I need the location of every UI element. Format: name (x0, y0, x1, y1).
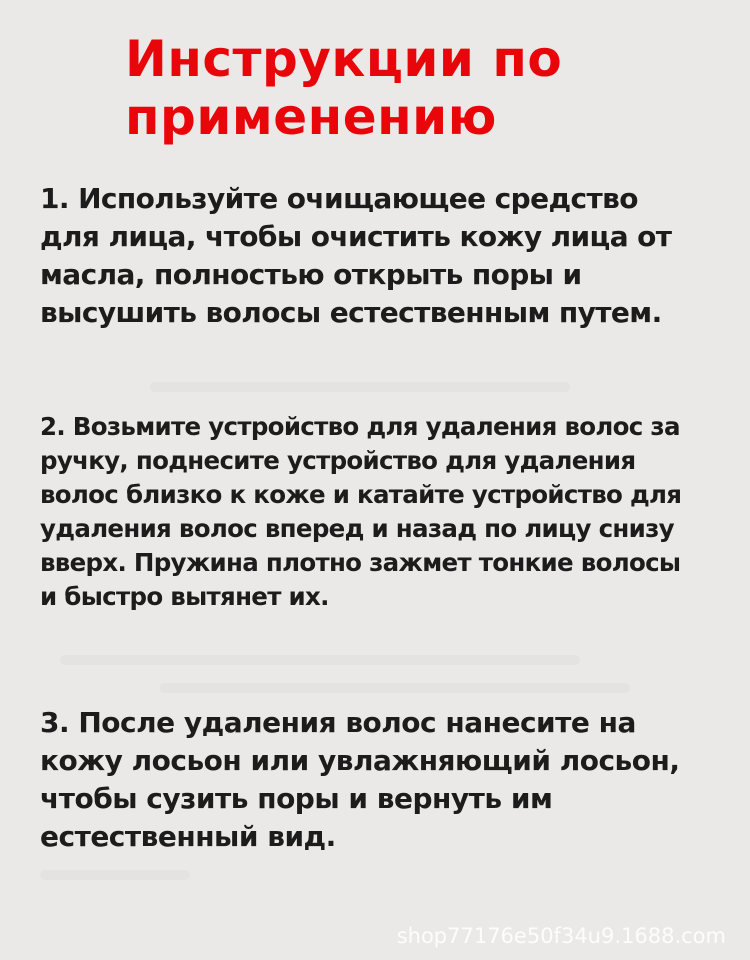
shop-watermark: shop77176e50f34u9.1688.com (396, 924, 726, 948)
instruction-step-2: 2. Возьмите устройство для удаления волос за ручку, поднесите устройство для удаления волос близко к коже и катайте устройство для удаления волос вперед и назад по лицу снизу вверх. Пружина плотно зажмет тонкие волосы и быстро вытянет их. (40, 412, 682, 611)
background-smudge (40, 870, 190, 880)
background-smudge (60, 655, 580, 665)
background-smudge (150, 382, 570, 392)
instruction-step-1: 1. Используйте очищающее средство для лица, чтобы очистить кожу лица от масла, полностью открыть поры и высушить волосы естественным путем. (40, 182, 672, 329)
instruction-step-3: 3. После удаления волос нанесите на кожу лосьон или увлажняющий лосьон, чтобы сузить поры и вернуть им естественный вид. (40, 706, 680, 853)
page-title: Инструкции по применению (125, 30, 563, 146)
background-smudge (160, 683, 630, 693)
